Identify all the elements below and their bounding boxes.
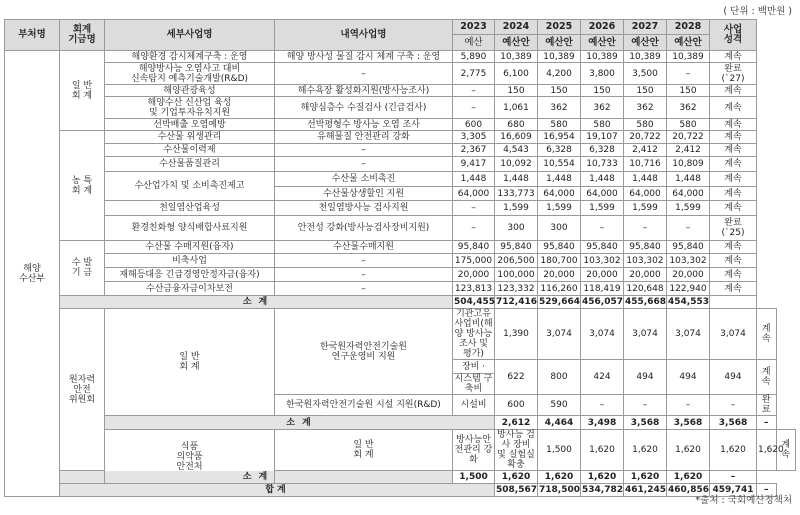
table-cell-nature: 계속 [710,187,757,201]
total-label: 합계 [60,484,495,497]
table-row [5,201,796,216]
table-cell-value: 454,553 [668,297,709,307]
table-cell-value: 3,568 [624,416,667,430]
sub-cell: 방사능 검사 장비 및 실험실 확충 [495,430,538,471]
detail-cell: 수산업가치 및 소비촉진제고 [105,172,275,201]
table-cell-value: 460,856 [668,485,709,495]
header-type: 예산 [453,35,495,51]
table-cell-value: 1,620 [624,430,667,471]
sub-cell: 해수욕장 활성화지원(방사능조사) [275,85,453,97]
table-row [5,97,796,119]
table-cell-value: 20,000 [453,268,495,282]
header-detail: 세부사업명 [105,20,275,51]
detail-cell: 방사능안전관리 강화 [453,430,495,471]
table-cell-value: 800 [538,360,581,395]
table-cell-value: 95,840 [624,241,667,254]
table-cell-value: 534,782 [582,485,623,495]
table-cell-value: 150 [667,85,710,97]
table-cell-nature: 계속 [710,119,757,131]
sub-cell: – [275,63,453,85]
sub-cell: 유해물질 안전관리 강화 [275,131,453,144]
table-cell-value: 10,809 [667,157,710,172]
table-cell-value: 16,954 [538,131,581,144]
header-type: 예산안 [667,35,710,51]
table-cell-value: 424 [581,360,624,395]
table-row [5,268,796,282]
table-cell-value: 1,620 [667,471,710,484]
table-cell-value: 300 [538,216,581,241]
detail-cell: 해양방사능 오염사고 대비 신속탐지 예측기술개발(R&D) [105,63,275,85]
table-cell-value: 494 [667,360,710,395]
table-row [5,63,796,85]
table-cell-value: 123,332 [495,282,538,296]
detail-cell: 천일염산업육성 [105,201,275,216]
sub-cell: 천일염방사능 검사지원 [275,201,453,216]
subtotal-label: 소 계 [60,296,453,309]
table-cell-value: 120,648 [624,282,667,296]
table-cell-value: 2,412 [667,144,710,157]
table-row [5,172,796,187]
table-row [5,309,796,360]
table-cell-value: 95,840 [453,241,495,254]
table-cell-value: – [453,85,495,97]
table-cell-value: 1,599 [624,201,667,216]
table-cell-value: 1,620 [581,430,624,471]
sub-cell: 수산물 소비촉진 [275,172,453,187]
table-cell-value: 100,000 [495,268,538,282]
table-cell-value: 10,389 [667,51,710,63]
detail-cell: 선박배출 오염예방 [105,119,275,131]
table-cell-value: 580 [624,119,667,131]
table-cell-value: 300 [495,216,538,241]
table-cell-value: 1,599 [667,201,710,216]
header-sub: 내역사업명 [275,20,453,51]
sub-cell: 선박평형수 방사능 오염 조사 [275,119,453,131]
table-cell-nature: 계속 [710,282,757,296]
table-cell-value: – [453,216,495,241]
table-cell-value: 206,500 [495,254,538,268]
table-cell-value: 1,448 [495,172,538,187]
sub-cell: 수산물상생할인 지원 [275,187,453,201]
table-cell-value: 1,448 [453,172,495,187]
subtotal-row [5,416,796,430]
detail-cell: 수산물이력제 [105,144,275,157]
table-cell-value: 150 [538,85,581,97]
table-cell-value: 64,000 [538,187,581,201]
header-row-years [5,20,796,35]
header-year: 2024 [495,20,538,35]
table-cell-value: 10,554 [538,157,581,172]
table-cell-nature: 계속 [710,157,757,172]
sub-cell: 안전성 강화(방사능검사장비지원) [275,216,453,241]
table-row [5,282,796,296]
table-cell-nature [710,296,757,309]
subtotal-row [5,296,796,309]
table-cell-value: 1,599 [495,201,538,216]
table-cell-value: 1,390 [495,309,538,360]
table-cell-value: 3,568 [667,416,710,430]
table-cell-nature: 완료 (`25) [710,216,757,241]
table-cell-value: 600 [495,395,538,416]
sub-cell: 해양심층수 수질검사 (긴급검사) [275,97,453,119]
table-cell-value: 9,417 [453,157,495,172]
table-row [5,51,796,63]
table-row [5,216,796,241]
table-cell-nature: 완료 [757,395,777,416]
table-cell-value: 103,302 [581,254,624,268]
table-cell-value: 580 [667,119,710,131]
table-cell-value: 95,840 [581,241,624,254]
header-type: 예산안 [538,35,581,51]
table-cell-value: 10,716 [624,157,667,172]
fund-cell: 일 반 회 계 [60,51,105,131]
table-cell-value: 2,612 [495,416,538,430]
table-cell-value: 455,668 [625,297,666,307]
ministry-cell: 식품 의약품 안전처 [105,430,275,484]
sub-cell: – [275,254,453,268]
table-cell-nature: 계속 [757,360,777,395]
table-cell-value: 150 [624,85,667,97]
header-type: 예산안 [624,35,667,51]
table-cell-value: 1,620 [538,471,581,484]
detail-cell: 한국원자력안전기술원 연구운영비 지원 [275,309,453,395]
sub-cell: – [275,144,453,157]
table-cell-value: 580 [538,119,581,131]
detail-cell: 수산금융자금이차보전 [105,282,275,296]
table-cell-nature: – [757,416,777,430]
detail-cell: 환경친화형 양식배합사료지원 [105,216,275,241]
table-cell-value: 123,813 [453,282,495,296]
table-cell-value: – [667,63,710,85]
table-cell-value: 4,543 [495,144,538,157]
table-cell-value: 494 [710,360,757,395]
table-cell-value: 1,448 [624,172,667,187]
table-cell-value: 10,389 [538,51,581,63]
table-cell-value: 622 [495,360,538,395]
table-cell-nature: 계속 [710,201,757,216]
header-year: 2028 [667,20,710,35]
sub-cell: 장비 · [453,360,495,374]
table-cell-nature: 계속 [710,172,757,187]
table-cell-value: – [624,395,667,416]
table-cell-value: 3,074 [667,309,710,360]
table-cell-value: 459,741 [710,484,757,497]
table-cell-value: 600 [453,119,495,131]
table-cell-value: 590 [538,395,581,416]
table-cell-value: – [624,216,667,241]
header-year: 2027 [624,20,667,35]
table-cell-value: – [581,395,624,416]
table-cell-value: 3,800 [581,63,624,85]
table-cell-value: 122,940 [667,282,710,296]
table-cell-nature: 계속 [710,85,757,97]
table-cell-value: 3,074 [710,309,757,360]
table-cell-value: 1,500 [538,430,581,471]
budget-table [4,19,796,497]
detail-cell: 재해등대응 긴급경영안정자금(융자) [105,268,275,282]
detail-cell: 수산물품질관리 [105,157,275,172]
fund-cell: 농 특 회 계 [60,131,105,241]
table-cell-value: 580 [581,119,624,131]
table-cell-value: 504,455 [454,297,495,307]
table-cell-value: 16,609 [495,131,538,144]
table-cell-value: 1,620 [710,430,757,471]
table-cell-value: 180,700 [538,254,581,268]
table-cell-nature: – [757,484,777,497]
header-type: 예산안 [495,35,538,51]
header-year: 2026 [581,20,624,35]
table-cell-value: 718,500 [539,485,580,495]
detail-cell: 수산물 위생관리 [105,131,275,144]
table-cell-value: 3,498 [581,416,624,430]
table-cell-value: 20,722 [624,131,667,144]
header-type: 예산안 [581,35,624,51]
table-cell-value: 20,000 [667,268,710,282]
table-cell-value: 64,000 [581,187,624,201]
sub-cell: – [275,268,453,282]
table-cell-value: 10,092 [495,157,538,172]
fund-cell: 일 반 회 계 [105,309,275,416]
table-cell-value: 1,448 [538,172,581,187]
table-row [5,430,796,471]
table-cell-value: 3,074 [624,309,667,360]
table-cell-nature: 계속 [710,254,757,268]
table-cell-value: 6,328 [581,144,624,157]
subtotal-label: 소 계 [60,471,453,484]
table-cell-value: 5,890 [453,51,495,63]
detail-cell: 해양관광육성 [105,85,275,97]
table-cell-value: 362 [667,97,710,119]
table-row [5,254,796,268]
header-fund: 회계 기금명 [60,20,105,51]
table-cell-value: 1,448 [581,172,624,187]
total-row [5,484,796,497]
table-cell-value: 95,840 [495,241,538,254]
table-cell-nature: 계속 [710,97,757,119]
sub-cell: 기관고유사업비(해양 방사능 조사 및 평가) [454,309,493,359]
table-cell-value: 103,302 [624,254,667,268]
table-cell-value: 712,416 [496,297,537,307]
table-cell-value: 1,599 [538,201,581,216]
table-cell-value: 1,500 [453,471,495,484]
table-cell-value: 4,200 [538,63,581,85]
table-cell-value: 64,000 [453,187,495,201]
table-cell-value: 64,000 [624,187,667,201]
sub-cell: 시스템 구축비 [453,374,495,395]
header-nature: 사업 성격 [710,20,757,51]
table-cell-nature: 계속 [757,309,777,360]
table-cell-value: 3,074 [581,309,624,360]
unit-label: ( 단위 : 백만원 ) [723,6,792,17]
table-cell-value: 6,100 [495,63,538,85]
detail-cell: 한국원자력안전기술원 시설 지원(R&D) [275,395,453,416]
table-cell-value: 494 [624,360,667,395]
table-cell-value: 456,057 [582,297,623,307]
table-cell-value: 64,000 [667,187,710,201]
table-cell-value: 1,620 [624,471,667,484]
table-cell-value: – [453,201,495,216]
table-cell-value: – [581,216,624,241]
table-cell-value: 20,722 [667,131,710,144]
fund-cell: 일 반 회 계 [275,430,453,471]
table-cell-value: 3,568 [710,416,757,430]
table-row [5,131,796,144]
table-row [5,241,796,254]
sub-cell: 수산물수매지원 [275,241,453,254]
sub-cell: 시설비 [453,395,495,416]
table-cell-value: 362 [538,97,581,119]
table-cell-value: 150 [495,85,538,97]
table-cell-value: 2,367 [453,144,495,157]
detail-cell: 해양수산 신산업 육성 및 기업투자유치지원 [105,97,275,119]
table-row [5,144,796,157]
table-cell-value: – [667,216,710,241]
header-ministry: 부처명 [5,20,60,51]
table-cell-nature: 계속 [710,51,757,63]
table-cell-value: 4,464 [538,416,581,430]
table-cell-value: 1,620 [495,471,538,484]
table-cell-value: 10,389 [581,51,624,63]
detail-cell: 비축사업 [105,254,275,268]
table-cell-nature: 계속 [710,144,757,157]
subtotal-label: 소 계 [105,416,495,430]
table-cell-value: 20,000 [538,268,581,282]
table-cell-nature: 완료 (`27) [710,63,757,85]
table-cell-value: 3,500 [624,63,667,85]
table-cell-value: 1,620 [667,430,710,471]
table-cell-nature: – [710,471,757,484]
sub-cell: – [275,157,453,172]
table-cell-nature: 계속 [776,430,796,471]
header-year: 2023 [453,20,495,35]
source-note: *출처 : 국회예산정책처 [695,495,792,506]
table-row [5,119,796,131]
table-cell-value: 362 [581,97,624,119]
table-cell-value: 3,074 [538,309,581,360]
table-cell-value: 680 [495,119,538,131]
sub-cell: – [275,282,453,296]
detail-cell: 해양환경 감시체계구축 : 운영 [105,51,275,63]
sub-cell: 해양 방사성 물질 감시 체계 구축 : 운영 [275,51,453,63]
table-cell-value: 508,567 [496,485,537,495]
table-cell-value: – [667,395,710,416]
table-cell-value: 362 [624,97,667,119]
table-cell-value: – [453,97,495,119]
table-cell-value: 2,412 [624,144,667,157]
table-cell-value: 1,599 [581,201,624,216]
table-cell-nature: 계속 [710,131,757,144]
table-cell-value: 19,107 [581,131,624,144]
table-cell-value: 1,448 [667,172,710,187]
table-row [5,85,796,97]
table-cell-value: 1,061 [495,97,538,119]
table-cell-value: – [710,395,757,416]
table-cell-value: 2,775 [453,63,495,85]
table-cell-value: 103,302 [667,254,710,268]
table-cell-value: 95,840 [667,241,710,254]
table-cell-value: 1,620 [581,471,624,484]
table-cell-value: 150 [581,85,624,97]
ministry-cell: 원자력 안전 위원회 [60,309,105,471]
table-cell-value: 133,773 [495,187,538,201]
table-cell-nature: 계속 [710,268,757,282]
header-year: 2025 [538,20,581,35]
table-cell-value: 1,620 [757,430,777,471]
detail-cell: 수산물 수매지원(융자) [105,241,275,254]
table-cell-value: 95,840 [538,241,581,254]
table-cell-value: 529,664 [539,297,580,307]
table-cell-value: 175,000 [453,254,495,268]
subtotal-row [5,471,796,484]
table-row [5,157,796,172]
table-cell-value: 116,260 [538,282,581,296]
table-cell-value: 10,389 [624,51,667,63]
table-cell-value: 10,733 [581,157,624,172]
table-cell-nature: 계속 [710,241,757,254]
table-cell-value: 118,419 [581,282,624,296]
table-cell-value: 20,000 [581,268,624,282]
ministry-cell: 해양 수산부 [5,51,60,497]
fund-cell: 수 발 기 금 [60,241,105,296]
table-cell-value: 20,000 [624,268,667,282]
table-cell-value: 461,245 [625,485,666,495]
table-cell-value: 3,305 [453,131,495,144]
table-cell-value: 6,328 [538,144,581,157]
table-cell-value: 10,389 [495,51,538,63]
